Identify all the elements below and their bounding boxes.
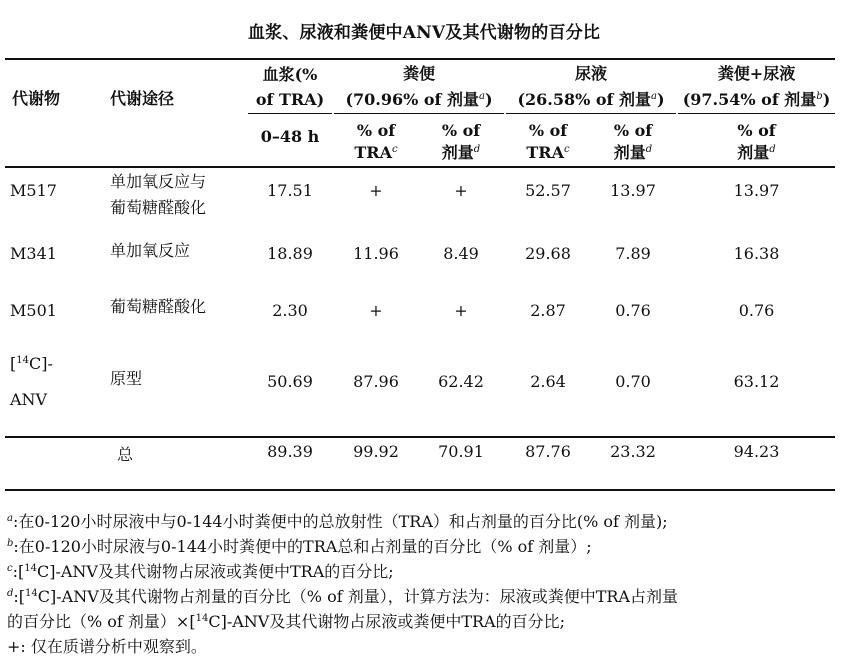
header-urine-sub <box>506 89 676 114</box>
feces-tra-label: TRA <box>354 143 392 162</box>
row-anv-feces-dose: 62.42 <box>438 372 484 391</box>
row-m341-plasma: 18.89 <box>267 244 313 263</box>
row-m517-pathway-2: 葡萄糖醛酸化 <box>110 198 207 217</box>
header-pathway: 代谢途径 <box>110 89 175 108</box>
feces-sub-text: (70.96% of 剂量 <box>345 90 480 109</box>
footnote-c-sup: c <box>7 563 13 574</box>
table-title: 血浆、尿液和粪便中ANV及其代谢物的百分比 <box>247 23 601 43</box>
row-anv-urine-tra: 2.64 <box>530 372 566 391</box>
total-sub-text: (97.54% of 剂量 <box>682 90 817 109</box>
row-anv-pathway-1: 原型 <box>110 369 143 388</box>
row-m501-urine-tra: 2.87 <box>530 301 566 320</box>
row-total-urine-tra: 87.76 <box>525 442 571 461</box>
top-rule <box>5 58 835 60</box>
row-m341-feces-tra: 11.96 <box>353 244 399 263</box>
anv-name-post: C]- <box>28 354 53 373</box>
row-anv-name-line2: ANV <box>10 390 48 409</box>
row-m501-name: M501 <box>10 301 57 320</box>
row-m517-urine-dose: 13.97 <box>610 181 656 200</box>
urine-sub-sup: a <box>651 91 657 102</box>
row-m501-total: 0.76 <box>738 301 775 320</box>
row-anv-urine-dose: 0.70 <box>615 372 651 391</box>
footnote-b <box>7 535 592 562</box>
total-sub-end: ) <box>822 90 831 109</box>
feces-tra-sup: c <box>392 144 398 155</box>
header-urine: 尿液 <box>574 64 607 83</box>
header-feces-dose-pct: % of <box>441 121 481 140</box>
footnote-c <box>7 560 394 587</box>
row-m517-feces-dose: + <box>454 181 468 200</box>
footnote-d <box>7 585 678 612</box>
row-m517-name: M517 <box>10 181 57 200</box>
urine-tra-label: TRA <box>526 143 564 162</box>
row-m341-feces-dose: 8.49 <box>443 244 479 263</box>
footnote-d-pre: :[ <box>13 587 26 606</box>
header-total-dose <box>678 142 835 167</box>
footnote-c-text: C]-ANV及其代谢物占尿液或粪便中TRA的百分比; <box>36 562 394 581</box>
row-m341-total: 16.38 <box>733 244 780 263</box>
total-dose-sup: d <box>769 144 776 155</box>
urine-dose-sup: d <box>645 144 653 155</box>
bottom-rule <box>5 489 835 491</box>
feces-dose-label: 剂量 <box>441 143 474 162</box>
footnote-d-line2 <box>7 610 565 637</box>
footnote-d-text: C]-ANV及其代谢物占剂量的百分比（% of 剂量），计算方法为：尿液或粪便中TRA占剂量 <box>37 587 678 606</box>
footnote-a-sup: a <box>7 513 13 524</box>
header-total-pct: % of <box>737 121 776 140</box>
feces-dose-sup: d <box>473 144 481 155</box>
footnote-d2-pre: 的百分比（% of 剂量）×[ <box>7 612 196 631</box>
header-urine-tra-pct: % of <box>528 121 568 140</box>
footnote-d-sup: d <box>7 588 14 599</box>
total-top-rule <box>5 436 835 438</box>
row-m517-plasma: 17.51 <box>267 181 313 200</box>
header-plasma-line1: 血浆(% <box>262 65 318 84</box>
feces-sub-sup: a <box>479 91 485 102</box>
row-total-total: 94.23 <box>733 442 780 461</box>
row-m341-urine-dose: 7.89 <box>615 244 651 263</box>
row-m517-total: 13.97 <box>733 181 780 200</box>
header-feces-sub <box>334 89 504 114</box>
anv-bracket: [ <box>10 354 17 373</box>
row-m501-urine-dose: 0.76 <box>615 301 651 320</box>
row-m341-name: M341 <box>10 244 57 263</box>
row-m517-pathway-1: 单加氧反应与 <box>110 172 207 191</box>
header-time: 0–48 h <box>260 127 320 146</box>
row-m517-urine-tra: 52.57 <box>525 181 571 200</box>
urine-sub-text: (26.58% of 剂量 <box>517 90 652 109</box>
header-feces-tra-pct: % of <box>356 121 396 140</box>
row-total-feces-tra: 99.92 <box>353 442 399 461</box>
urine-dose-label: 剂量 <box>613 143 646 162</box>
header-feces: 粪便 <box>402 64 435 83</box>
footnote-d2-text: C]-ANV及其代谢物占尿液或粪便中TRA的百分比; <box>208 612 565 631</box>
row-total-label: 总 <box>117 445 134 464</box>
footnote-b-sup: b <box>7 538 14 549</box>
row-m341-urine-tra: 29.68 <box>525 244 571 263</box>
row-m501-feces-tra: + <box>369 301 383 320</box>
header-total-sub <box>672 89 841 114</box>
footnote-a <box>7 510 668 537</box>
header-urine-dose <box>590 142 676 167</box>
footnote-c-pre: :[ <box>12 562 25 581</box>
header-metabolite: 代谢物 <box>12 89 61 108</box>
urine-sub-end: ) <box>656 90 665 109</box>
total-sub-sup: b <box>816 91 823 102</box>
row-total-urine-dose: 23.32 <box>610 442 656 461</box>
row-m501-pathway-1: 葡萄糖醛酸化 <box>110 297 207 316</box>
footnote-d-isotope: 14 <box>25 588 38 599</box>
total-dose-label: 剂量 <box>737 143 770 162</box>
footnote-c-isotope: 14 <box>24 563 37 574</box>
row-m517-feces-tra: + <box>369 181 383 200</box>
footnote-b-text: :在0-120小时尿液与0-144小时粪便中的TRA总和占剂量的百分比（% of 剂量）; <box>13 537 592 556</box>
row-m501-feces-dose: + <box>454 301 468 320</box>
header-plasma-line2: of TRA) <box>255 90 325 109</box>
header-urine-dose-pct: % of <box>613 121 653 140</box>
row-anv-name-line1 <box>10 353 53 378</box>
footnote-d2-isotope: 14 <box>195 613 209 624</box>
footnote-a-text: :在0-120小时尿液中与0-144小时粪便中的总放射性（TRA）和占剂量的百分比(% of 剂量); <box>12 512 668 531</box>
row-anv-plasma: 50.69 <box>267 372 313 391</box>
header-total: 粪便+尿液 <box>717 64 796 83</box>
footnote-plus: +: 仅在质谱分析中观察到。 <box>7 637 207 656</box>
urine-tra-sup: c <box>564 144 570 155</box>
header-feces-tra <box>334 142 418 167</box>
header-urine-tra <box>506 142 590 167</box>
row-m501-plasma: 2.30 <box>272 301 308 320</box>
anv-isotope-sup: 14 <box>16 355 29 366</box>
row-anv-feces-tra: 87.96 <box>353 372 399 391</box>
row-total-plasma: 89.39 <box>267 442 313 461</box>
row-m341-pathway-1: 单加氧反应 <box>110 241 191 260</box>
feces-sub-end: ) <box>484 90 493 109</box>
header-divider-plasma <box>248 113 332 114</box>
row-anv-total: 63.12 <box>733 372 780 391</box>
header-feces-dose <box>418 142 504 167</box>
row-total-feces-dose: 70.91 <box>438 442 484 461</box>
